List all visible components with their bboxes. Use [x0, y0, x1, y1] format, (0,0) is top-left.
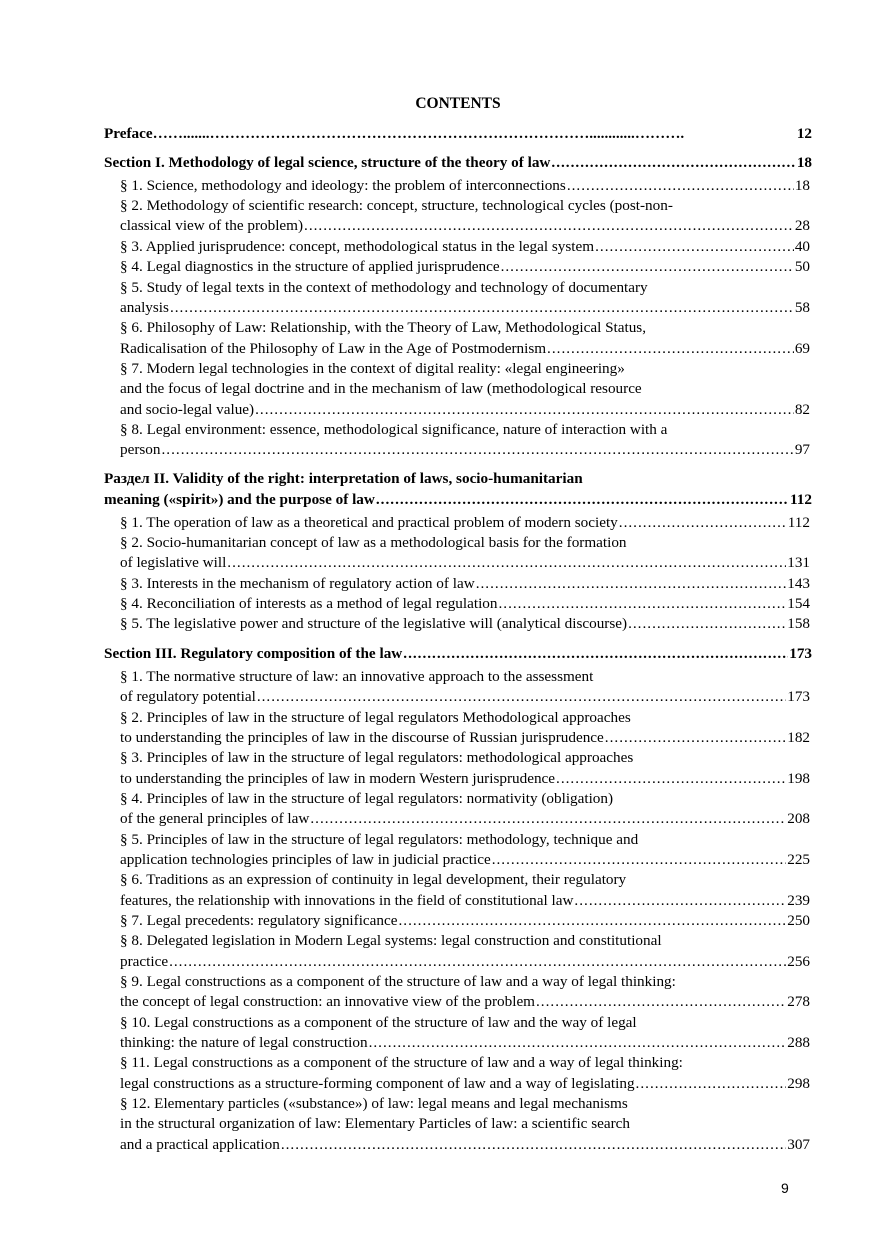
dot-leader: [255, 400, 794, 420]
toc-entry: [120, 992, 810, 1012]
toc-entry-title: § 5. The legislative power and structure of the legislative will (analytical discourse): [120, 615, 628, 632]
dot-leader: [281, 1135, 786, 1155]
section-heading-line: Раздел II. Validity of the right: interpretation of laws, socio-humanitarian: [104, 470, 583, 487]
dot-leader: [403, 644, 788, 664]
toc-entry-line: § 5. Study of legal texts in the context of methodology and technology of documentary: [120, 279, 648, 296]
toc-entry-line: § 4. Principles of law in the structure of legal regulators: normativity (obligation): [120, 790, 614, 807]
toc-entry-line: § 6. Traditions as an expression of continuity in legal development, their regulatory: [120, 871, 627, 888]
toc-entry-title: of the general principles of law: [120, 810, 310, 827]
dot-leader: [398, 911, 786, 931]
toc-entry-title: § 4. Reconciliation of interests as a method of legal regulation: [120, 595, 498, 612]
toc-entry: [120, 769, 810, 789]
section-heading: [104, 490, 812, 510]
toc-entry-title: Section I. Methodology of legal science, structure of the theory of law: [104, 154, 551, 171]
dot-leader: [498, 594, 786, 614]
toc-entry: [120, 891, 810, 911]
toc-entry-page: 112: [787, 514, 810, 531]
toc-entry: [120, 1074, 810, 1094]
toc-entry-page: 298: [787, 1075, 810, 1092]
toc-entry-page: 112: [790, 491, 812, 508]
dot-leader: [628, 614, 786, 634]
dot-leader: [162, 440, 794, 460]
toc-entry-page: 198: [787, 770, 810, 787]
toc-entry: [120, 687, 810, 707]
toc-entry-title: and a practical application: [120, 1136, 280, 1153]
toc-entry-page: 131: [787, 554, 810, 571]
toc-entry-title: and socio-legal value): [120, 401, 255, 418]
toc-preface-page: 12: [796, 125, 812, 142]
toc-entry-line: and the focus of legal doctrine and in the mechanism of law (methodological resource: [120, 380, 642, 397]
toc-entry-page: 58: [794, 299, 810, 316]
section-heading: [104, 644, 812, 664]
page-number: 9: [781, 1180, 789, 1196]
toc-entry-title: legal constructions as a structure-forming component of law and a way of legislating: [120, 1075, 635, 1092]
toc-entry-title: Radicalisation of the Philosophy of Law in the Age of Postmodernism: [120, 340, 547, 357]
toc-entry-page: 256: [787, 953, 810, 970]
dot-leader: [304, 216, 794, 236]
toc-entry: [120, 339, 810, 359]
toc-entry-title: the concept of legal construction: an innovative view of the problem: [120, 993, 535, 1010]
dot-leader: [595, 237, 794, 257]
toc-entry: [120, 952, 810, 972]
toc-entry: [120, 850, 810, 870]
toc-entry-line: § 2. Socio-humanitarian concept of law as a methodological basis for the formation: [120, 534, 627, 551]
dot-leader: [551, 153, 795, 173]
toc-entry-title: application technologies principles of law in judicial practice: [120, 851, 491, 868]
toc-entry: [120, 911, 810, 931]
toc-preface: [104, 124, 812, 144]
toc-entry-line: § 3. Principles of law in the structure of legal regulators: methodological approaches: [120, 749, 634, 766]
toc-entry-page: 18: [794, 177, 810, 194]
toc-entry-page: 82: [794, 401, 810, 418]
toc-preface-label: Preface…….......…………………………………………………………………............……….: [104, 125, 685, 142]
toc-entry-title: features, the relationship with innovations in the field of constitutional law: [120, 892, 574, 909]
toc-entry: [120, 809, 810, 829]
toc-entry-title: § 3. Applied jurisprudence: concept, methodological status in the legal system: [120, 238, 595, 255]
toc-entry-page: 173: [787, 688, 810, 705]
toc-entry-line: § 2. Methodology of scientific research: concept, structure, technological cycles (post-non-: [120, 197, 673, 214]
toc-entry-line: § 7. Modern legal technologies in the context of digital reality: «legal engineering»: [120, 360, 625, 377]
toc-entry: [120, 1033, 810, 1053]
dot-leader: [227, 553, 786, 573]
dot-leader: [257, 687, 786, 707]
toc-entry-page: 18: [796, 154, 812, 171]
toc-entry: [120, 257, 810, 277]
toc-entry-title: Section III. Regulatory composition of the law: [104, 645, 403, 662]
dot-leader: [369, 1033, 787, 1053]
toc-entry-page: 173: [789, 645, 812, 662]
toc-entry-title: of legislative will: [120, 554, 227, 571]
toc-entry-line: § 12. Elementary particles («substance») of law: legal means and legal mechanisms: [120, 1095, 628, 1112]
toc-entry-page: 158: [787, 615, 810, 632]
toc-entry: [120, 553, 810, 573]
toc-entry: [120, 298, 810, 318]
toc-entry-title: to understanding the principles of law in modern Western jurisprudence: [120, 770, 556, 787]
toc-entry-page: 208: [787, 810, 810, 827]
page-title: CONTENTS: [415, 95, 501, 112]
toc-entry-page: 143: [787, 575, 810, 592]
dot-leader: [310, 809, 786, 829]
dot-leader: [476, 574, 787, 594]
toc-entry-title: § 3. Interests in the mechanism of regulatory action of law: [120, 575, 475, 592]
toc-entry-page: 40: [794, 238, 810, 255]
toc-entry-page: 250: [787, 912, 810, 929]
toc-entry-title: thinking: the nature of legal construction: [120, 1034, 368, 1051]
dot-leader: [547, 339, 794, 359]
toc-entry-page: 225: [787, 851, 810, 868]
dot-leader: [492, 850, 787, 870]
toc-entry-title: § 1. The operation of law as a theoretical and practical problem of modern society: [120, 514, 618, 531]
toc-entry: [120, 1135, 810, 1155]
toc-entry-line: § 9. Legal constructions as a component of the structure of law and a way of legal thinking:: [120, 973, 676, 990]
toc-entry-title: § 4. Legal diagnostics in the structure of applied jurisprudence: [120, 258, 500, 275]
toc-entry-page: 97: [794, 441, 810, 458]
dot-leader: [636, 1074, 787, 1094]
toc-entry: [120, 237, 810, 257]
toc-entry: [120, 574, 810, 594]
toc-entry-page: 307: [787, 1136, 810, 1153]
toc-entry-title: of regulatory potential: [120, 688, 256, 705]
toc-entry-title: § 7. Legal precedents: regulatory significance: [120, 912, 398, 929]
toc-entry: [120, 513, 810, 533]
dot-leader: [605, 728, 786, 748]
toc-entry: [120, 614, 810, 634]
toc-entry-title: person: [120, 441, 161, 458]
section-heading: [104, 153, 812, 173]
toc-entry-line: in the structural organization of law: Elementary Particles of law: a scientific search: [120, 1115, 630, 1132]
toc-entry-line: § 1. The normative structure of law: an innovative approach to the assessment: [120, 668, 594, 685]
toc-entry-title: classical view of the problem): [120, 217, 304, 234]
toc-entry-page: 69: [794, 340, 810, 357]
dot-leader: [567, 176, 794, 196]
toc-entry: [120, 176, 810, 196]
dot-leader: [501, 257, 794, 277]
toc-entry-page: 50: [794, 258, 810, 275]
toc-entry-line: § 11. Legal constructions as a component of the structure of law and a way of legal thinking:: [120, 1054, 683, 1071]
dot-leader: [169, 952, 786, 972]
toc-entry-page: 278: [787, 993, 810, 1010]
dot-leader: [376, 490, 789, 510]
toc-entry-title: analysis: [120, 299, 169, 316]
toc-entry-line: § 10. Legal constructions as a component of the structure of law and the way of legal: [120, 1014, 637, 1031]
dot-leader: [556, 769, 786, 789]
toc-entry-title: to understanding the principles of law in the discourse of Russian jurisprudence: [120, 729, 604, 746]
toc-entry: [120, 594, 810, 614]
toc-entry-page: 239: [787, 892, 810, 909]
toc-entry-line: § 8. Delegated legislation in Modern Legal systems: legal construction and constitutional: [120, 932, 662, 949]
toc-entry-page: 28: [794, 217, 810, 234]
toc-entry-page: 182: [787, 729, 810, 746]
toc-entry-line: § 6. Philosophy of Law: Relationship, with the Theory of Law, Methodological Status,: [120, 319, 647, 336]
dot-leader: [170, 298, 794, 318]
toc-entry-line: § 5. Principles of law in the structure of legal regulators: methodology, technique and: [120, 831, 639, 848]
toc-entry-page: 288: [787, 1034, 810, 1051]
toc-entry-line: § 2. Principles of law in the structure of legal regulators Methodological approaches: [120, 709, 631, 726]
toc-entry: [120, 728, 810, 748]
toc-entry: [120, 216, 810, 236]
toc-entry: [120, 400, 810, 420]
toc-entry-title: meaning («spirit») and the purpose of law: [104, 491, 375, 508]
dot-leader: [619, 513, 787, 533]
toc-entry: [120, 440, 810, 460]
toc-entry-title: practice: [120, 953, 169, 970]
toc-entry-page: 154: [787, 595, 810, 612]
toc-entry-line: § 8. Legal environment: essence, methodological significance, nature of interaction with a: [120, 421, 668, 438]
dot-leader: [574, 891, 786, 911]
toc-entry-title: § 1. Science, methodology and ideology: the problem of interconnections: [120, 177, 566, 194]
dot-leader: [536, 992, 786, 1012]
